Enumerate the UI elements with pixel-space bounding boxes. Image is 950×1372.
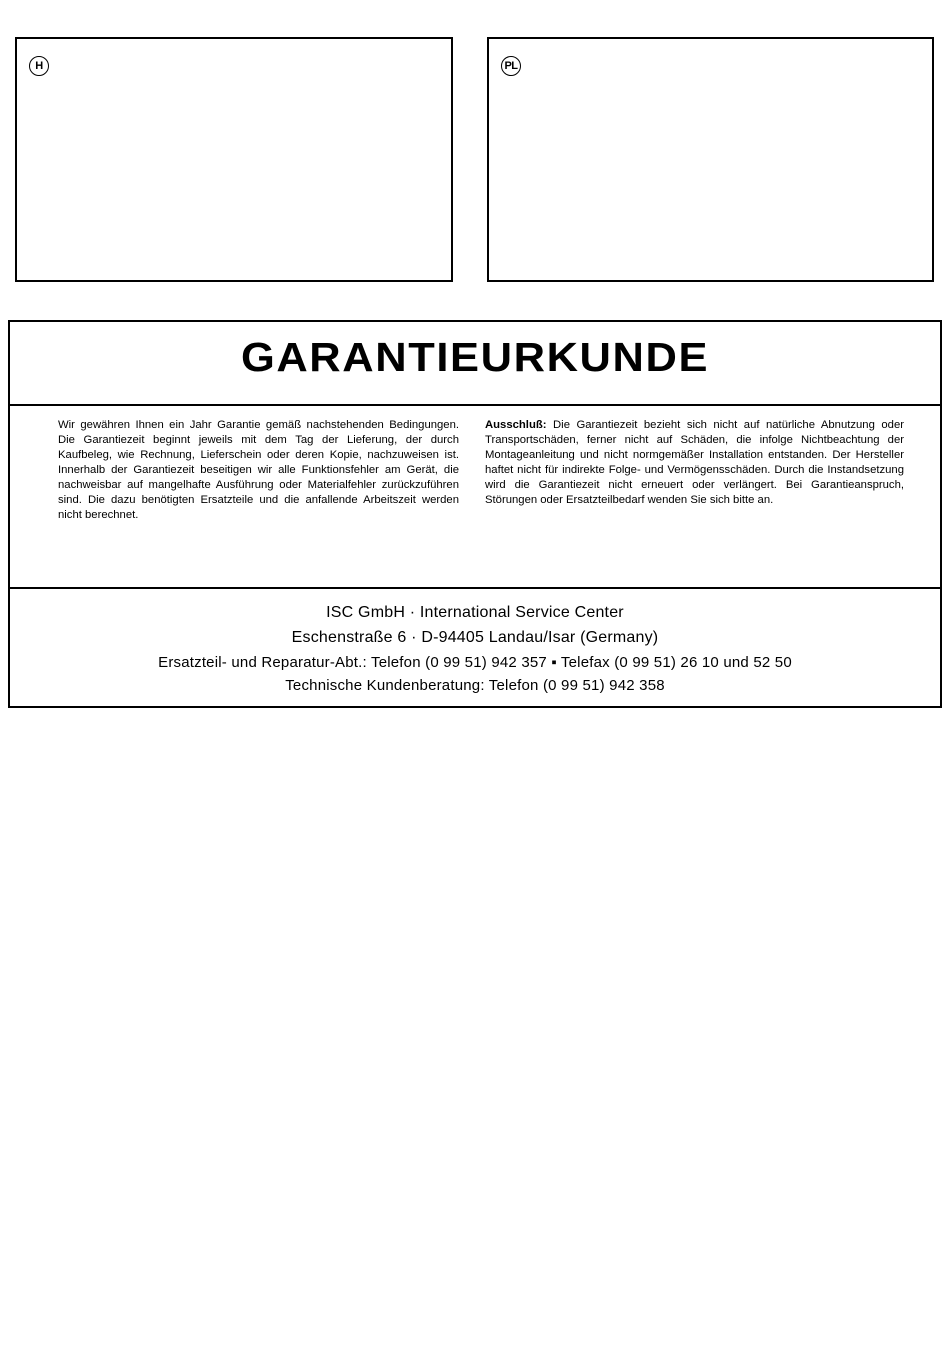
warranty-title-row — [10, 322, 940, 406]
country-badge-hungary: H — [29, 56, 49, 76]
footer-service-contact: Ersatzteil- und Reparatur-Abt.: Telefon (0 99 51) 942 357 ▪ Telefax (0 99 51) 26 10 und 52 50 — [158, 653, 792, 671]
footer-address: Eschenstraße 6 · D-94405 Landau/Isar (Germany) — [291, 628, 659, 646]
warranty-terms-right — [475, 406, 940, 587]
warranty-text-columns — [10, 406, 940, 589]
warranty-exclusion-label: Ausschluß: — [485, 419, 547, 431]
language-box-hungary-text — [29, 84, 441, 272]
warranty-title: GARANTIEURKUNDE — [240, 334, 710, 380]
warranty-certificate — [8, 320, 942, 708]
language-box-poland-text — [501, 84, 922, 272]
footer-advice-contact: Technische Kundenberatung: Telefon (0 99 51) 942 358 — [285, 676, 665, 694]
warranty-footer — [10, 589, 940, 706]
warranty-terms-left: Wir gewähren Ihnen ein Jahr Garantie gemäß nachstehenden Bedingungen. Die Garantiezeit beginnt jeweils mit dem Tag der Lieferung, der durch Kaufbeleg, wie Rechnung, Lieferschein oder deren Kopie, nachzuweisen ist. Innerhalb der Garantiezeit beseitigen wir alle Funktionsfehler am Gerät, die nachweisbar auf mangelhafte Ausführung oder Materialfehler zurückzuführen sind. Die dazu benötigten Ersatzteile und die anfallende Arbeitszeit werden nicht berechnet. — [58, 419, 459, 522]
footer-company: ISC GmbH · International Service Center — [326, 604, 624, 621]
country-badge-poland: PL — [501, 56, 521, 76]
language-box-hungary — [15, 37, 453, 282]
warranty-exclusion-text: Die Garantiezeit bezieht sich nicht auf natürliche Abnutzung oder Transportschäden, ferner nicht auf Schäden, die infolge Nichtbeachtung der Montageanleitung und nicht normgemäßer Installation entstanden. Der Hersteller haftet nicht für indirekte Folge- und Vermögensschäden. Durch die Instandsetzung wird die Garantiezeit nicht erneuert oder verlängert. Bei Garantieanspruch, Störungen oder Ersatzteilbedarf wenden Sie sich bitte an. — [485, 419, 904, 507]
language-box-poland — [487, 37, 934, 282]
